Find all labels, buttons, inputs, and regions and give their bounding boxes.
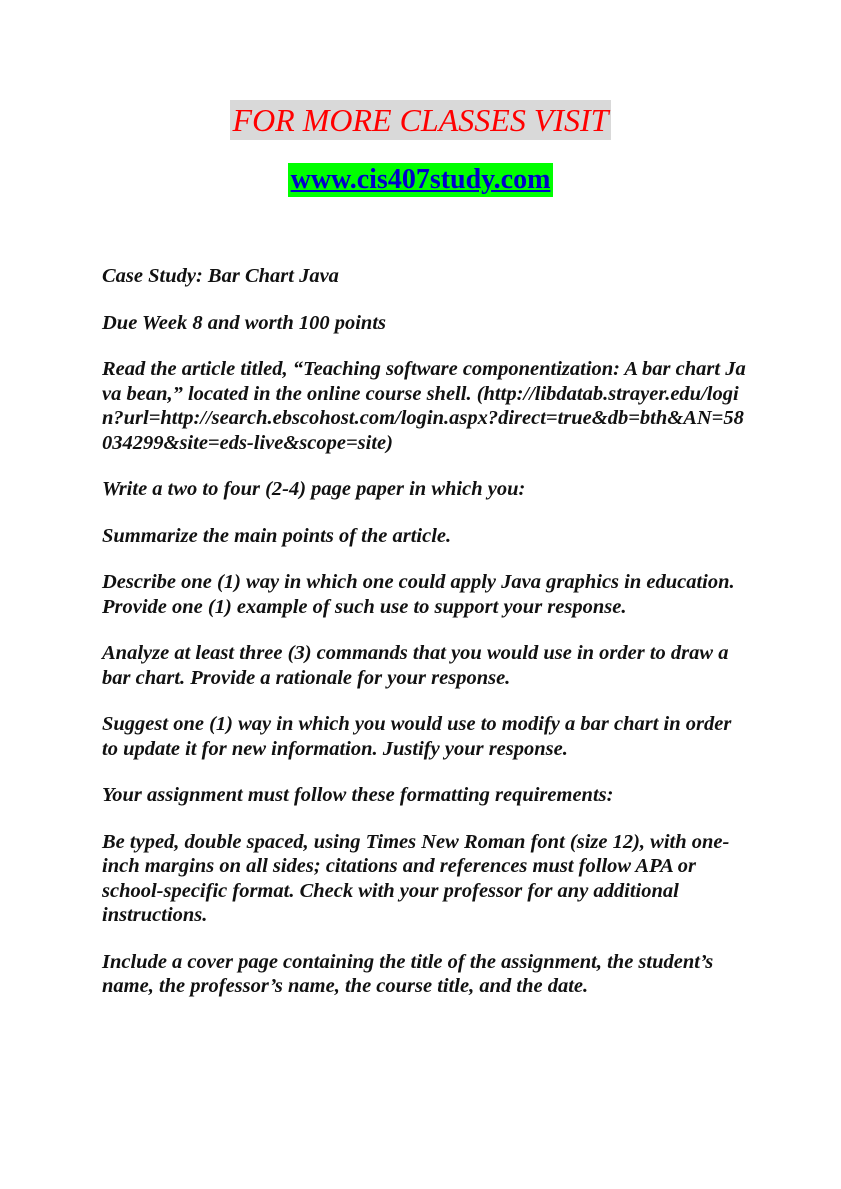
site-link[interactable]: www.cis407study.com — [288, 163, 554, 197]
task-item: Suggest one (1) way in which you would use to modify a bar chart in order to update it for new information. Justify your response. — [102, 713, 732, 760]
due-line: Due Week 8 and worth 100 points — [102, 311, 387, 334]
banner-heading: FOR MORE CLASSES VISIT — [230, 100, 612, 140]
document-title: Case Study: Bar Chart Java — [102, 265, 339, 287]
banner-row — [0, 100, 841, 140]
formatting-item: Include a cover page containing the title of the assignment, the student’s name, the professor’s name, the course title, and the date. — [102, 950, 714, 997]
task-item: Analyze at least three (3) commands that you would use in order to draw a bar chart. Provide a rationale for your response. — [102, 642, 729, 689]
reading-paragraph: Read the article titled, “Teaching software componentization: A bar chart Java bean,” located in the online course shell. (http://libdatab.strayer.edu/login?url=http://search.ebscohost.com/login.aspx?direct=true&db=bth&AN=58034299&site=eds-live&scope=site) — [102, 358, 746, 454]
instruction-line: Write a two to four (2-4) page paper in which you: — [102, 478, 526, 500]
formatting-item: Be typed, double spaced, using Times New Roman font (size 12), with one-inch margins on all sides; citations and references must follow APA or school-specific format. Check with your professor for any additional instructions. — [102, 830, 730, 926]
link-row — [0, 163, 841, 197]
task-item: Describe one (1) way in which one could apply Java graphics in education. Provide one (1) example of such use to support your response. — [102, 571, 735, 618]
formatting-heading: Your assignment must follow these formatting requirements: — [102, 784, 614, 806]
task-item: Summarize the main points of the article. — [102, 524, 452, 547]
document-body — [102, 264, 752, 1021]
